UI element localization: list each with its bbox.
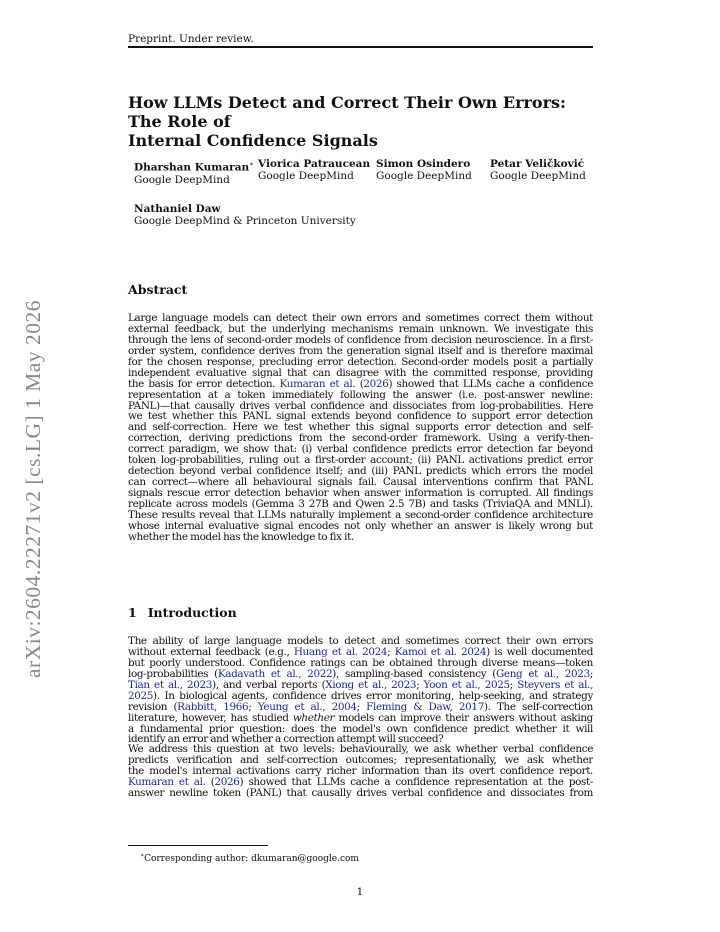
emphasis-text: whether [292, 712, 335, 724]
footnote [140, 850, 359, 865]
text-run: ), and verbal reports ( [212, 679, 326, 691]
header-note: Preprint. Under review. [128, 33, 254, 45]
text-run: ( [355, 378, 364, 390]
text-line [128, 346, 593, 357]
text-line [128, 411, 593, 422]
text-run: external feedback, but the underlying mechanisms remain unknown. We investigate this [128, 323, 593, 335]
text-run: ; [248, 701, 258, 713]
citation-link[interactable]: Xiong et al., 2023 [325, 679, 417, 691]
footnote-rule [128, 845, 268, 846]
citation-link[interactable]: Yeung et al., 2004 [257, 701, 357, 713]
text-run: revision ( [128, 701, 178, 713]
author-block [134, 158, 254, 186]
section-number: 1 [128, 605, 137, 620]
text-line [128, 510, 593, 521]
author-block [258, 158, 370, 182]
text-line [128, 488, 593, 499]
footnote-text: Corresponding author: dkumaran@google.com [144, 854, 359, 864]
text-run: ; [589, 668, 593, 680]
citation-link[interactable]: 2026 [214, 776, 240, 788]
citation-link[interactable]: Rabbitt, 1966 [177, 701, 249, 713]
author-block [376, 158, 472, 182]
title-line-2: Internal Confidence Signals [128, 131, 378, 150]
text-run: the model's internal activations carry richer information than its overt confidence report. [128, 765, 593, 777]
text-line [128, 647, 593, 658]
section-title: Introduction [147, 605, 237, 620]
author-affiliation: Google DeepMind [134, 173, 230, 186]
text-run: PANL)—that causally drives verbal confidence and dissociates from log-probabilities. Here [128, 400, 593, 412]
text-line [128, 477, 593, 488]
text-line [128, 401, 593, 412]
text-run: a fundamental prior question: does the model's own confidence predict whether it will [128, 723, 593, 735]
text-line [128, 669, 593, 680]
text-line [128, 422, 593, 433]
text-line [128, 379, 593, 390]
text-run: ) showed that LLMs cache a confidence [388, 378, 593, 390]
text-run: ; [356, 701, 367, 713]
author-block [490, 158, 586, 182]
intro-paragraph-2 [128, 744, 593, 799]
author-name: Viorica Patraucean [258, 158, 371, 170]
text-run: Large language models can detect their own errors and sometimes correct them without [128, 313, 593, 324]
text-run: The ability of large language models to detect and sometimes correct their own errors [128, 636, 593, 647]
text-run: identify an error and whether a correction attempt will succeed? [128, 734, 444, 746]
author-block [134, 203, 356, 227]
citation-link[interactable]: 2025 [128, 690, 154, 702]
text-run: ). The self-correction [483, 701, 593, 713]
text-line [128, 744, 593, 755]
text-line [128, 466, 593, 477]
citation-link[interactable]: Fleming & Daw, 2017 [366, 701, 484, 713]
abstract-body [128, 313, 593, 543]
text-run: We address this question at two levels: behaviourally, we ask whether verbal confidence [128, 744, 593, 755]
text-run: ; [416, 679, 424, 691]
text-run: log-probabilities ( [128, 668, 218, 680]
text-line [128, 636, 593, 647]
text-run: correct paradigm, we show that: (i) verbal confidence predicts error detection far beyond [128, 444, 593, 456]
text-run: whose internal evaluative signal encodes not only whether an answer is likely wrong but [128, 520, 593, 532]
citation-link[interactable]: Kamoi et al. 2024 [394, 646, 487, 658]
header-rule [128, 46, 593, 48]
text-run: answer newline token (PANL) that causally drives verbal confidence and dissociates from [128, 787, 593, 799]
text-run: but poorly understood. Confidence ratings can be obtained through diverse means—token [128, 657, 593, 669]
text-line [128, 724, 593, 735]
text-line [128, 357, 593, 368]
text-line [128, 680, 593, 691]
citation-link[interactable]: 2026 [363, 378, 389, 390]
text-line [128, 499, 593, 510]
text-run: detection beyond verbal confidence itself; and (iii) PANL predicts which errors the model [128, 466, 593, 478]
arxiv-identifier: arXiv:2604.22271v2 [cs.LG] 1 May 2026 [21, 300, 45, 678]
citation-link[interactable]: Yoon et al., 2025 [423, 679, 510, 691]
text-line [128, 313, 593, 324]
text-run: order system, confidence derives from the generation signal itself and is therefore maximal [128, 345, 593, 357]
text-run: can correct—where all behavioural signals fail. Causal interventions confirm that PANL [128, 477, 593, 488]
text-run: predicts verification and self-correction outcomes; representationally, we ask whether [128, 754, 593, 766]
text-run: correction, deriving predictions from the second-order framework. Using a verify-then- [128, 433, 593, 445]
text-run: ) is well documented [486, 646, 593, 658]
footnote-marker: ∗ [140, 852, 145, 859]
title-line-1: How LLMs Detect and Correct Their Own Errors: The Role of [128, 93, 566, 131]
text-run: for the chosen response, precluding error detection. Second-order models posit a partially [128, 356, 593, 368]
text-run: ), sampling-based consistency ( [332, 668, 496, 680]
text-line [128, 335, 593, 346]
author-name: Simon Osindero [376, 158, 471, 170]
text-line [128, 777, 593, 788]
author-name: Petar Veličković [490, 158, 585, 170]
abstract-heading: Abstract [128, 282, 188, 297]
citation-link[interactable]: Tian et al., 2023 [128, 679, 213, 691]
text-run: through the lens of second-order models of confidence from decision neuroscience. In a first- [128, 334, 593, 346]
citation-link[interactable]: Steyvers et al., [517, 679, 593, 691]
text-run: signals rescue error detection behavior when answer information is corrupted. All findings [128, 488, 593, 499]
author-affiliation: Google DeepMind [376, 170, 472, 182]
text-run: token log-probabilities, ruling out a first-order account; (ii) PANL activations predict error [128, 455, 593, 467]
citation-link[interactable]: Kumaran et al. [279, 378, 356, 390]
text-line [128, 702, 593, 713]
text-run: ). In biological agents, confidence drives error monitoring, help-seeking, and strategy [153, 690, 593, 702]
text-run: representation at a token immediately following the answer (i.e. post-answer newline: [128, 389, 593, 401]
text-run: models can improve their answers without asking [334, 712, 593, 724]
citation-link[interactable]: Kadavath et al., 2022 [217, 668, 333, 680]
text-line [128, 390, 593, 401]
section-heading [128, 605, 237, 620]
text-run: independent evaluative signal that can disagree with the committed response, providing [128, 367, 593, 379]
author-name: Nathaniel Daw [134, 203, 221, 215]
citation-link[interactable]: Geng et al., 2023 [495, 668, 590, 680]
text-line [128, 766, 593, 777]
author-affiliation: Google DeepMind & Princeton University [134, 215, 356, 227]
intro-paragraph-1 [128, 636, 593, 745]
text-line [128, 433, 593, 444]
text-run: ( [205, 776, 215, 788]
text-run: the basis for error detection. [128, 378, 280, 390]
text-line [128, 444, 593, 455]
author-name: Dharshan Kumaran∗ [134, 160, 254, 174]
paper-title [128, 93, 598, 150]
page-number: 1 [356, 886, 364, 898]
text-line [128, 788, 593, 799]
citation-link[interactable]: Kumaran et al. [128, 776, 206, 788]
text-run: literature, however, has studied [128, 712, 293, 724]
text-line [128, 658, 593, 669]
text-run: ) showed that LLMs cache a confidence representation at the post- [239, 776, 593, 788]
text-run: ; [509, 679, 518, 691]
text-line [128, 324, 593, 335]
text-line [128, 691, 593, 702]
text-run: we test whether this PANL signal extends beyond confidence to support error detection [128, 411, 593, 423]
author-affiliation: Google DeepMind [258, 170, 354, 182]
text-line [128, 532, 593, 543]
author-affiliation: Google DeepMind [490, 170, 586, 182]
footnote-marker: ∗ [249, 160, 254, 168]
citation-link[interactable]: Huang et al. 2024 [293, 646, 388, 658]
text-run: replicate across models (Gemma 3 27B and Qwen 2.5 7B) and tasks (TriviaQA and MNLI). [128, 498, 593, 510]
text-line [128, 755, 593, 766]
text-line [128, 713, 593, 724]
text-run: and self-correction. Here we test whether this signal supports error detection and self- [128, 422, 593, 434]
text-line [128, 368, 593, 379]
text-run: ; [387, 646, 395, 658]
text-run: without external feedback (e.g., [128, 646, 294, 658]
text-run: These results reveal that LLMs naturally implement a second-order confidence architecture [128, 509, 593, 521]
text-run: whether the model has the knowledge to fix it. [128, 531, 354, 543]
text-line [128, 455, 593, 466]
text-line [128, 521, 593, 532]
